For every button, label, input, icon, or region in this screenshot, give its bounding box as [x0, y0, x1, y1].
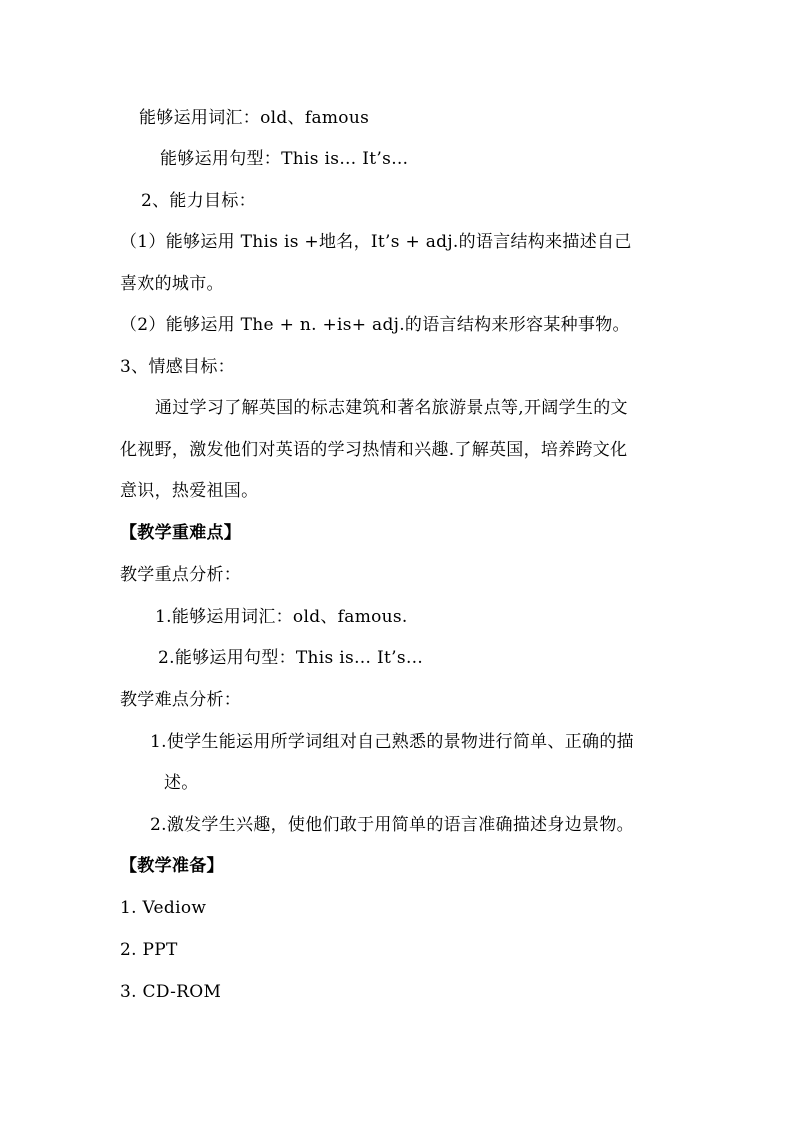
ability-item1-line2: 喜欢的城市。	[120, 274, 224, 294]
focus-heading: 教学重点分析：	[120, 565, 242, 585]
difficulty-item-1-line1: 1.使学生能运用所学词组对自己熟悉的景物进行简单、正确的描	[150, 732, 634, 752]
ability-item1-line1: （1）能够运用 This is +地名，It’s + adj.的语言结构来描述自己	[120, 232, 632, 252]
key-points-heading: 【教学重难点】	[120, 523, 242, 543]
ability-goals-heading: 2、能力目标：	[141, 191, 256, 211]
focus-item-2: 2.能够运用句型：This is… It’s…	[158, 648, 424, 668]
difficulty-heading: 教学难点分析：	[120, 690, 242, 710]
difficulty-item-2: 2.激发学生兴趣，使他们敢于用简单的语言准确描述身边景物。	[150, 815, 634, 835]
preparation-item-3: 3. CD-ROM	[120, 982, 222, 1002]
ability-item2: （2）能够运用 The + n. +is+ adj.的语言结构来形容某种事物。	[120, 315, 630, 335]
preparation-heading: 【教学准备】	[120, 856, 224, 876]
preparation-item-2: 2. PPT	[120, 940, 178, 960]
knowledge-sentence-line: 能够运用句型：This is… It’s…	[160, 149, 409, 169]
focus-item-1: 1.能够运用词汇：old、famous.	[155, 607, 408, 627]
emotion-line1: 通过学习了解英国的标志建筑和著名旅游景点等,开阔学生的文	[155, 398, 628, 418]
emotion-goals-heading: 3、情感目标：	[120, 357, 235, 377]
difficulty-item-1-line2: 述。	[164, 773, 199, 793]
emotion-line3: 意识，热爱祖国。	[120, 481, 259, 501]
emotion-line2: 化视野，激发他们对英语的学习热情和兴趣.了解英国，培养跨文化	[120, 440, 628, 460]
preparation-item-1: 1. Vediow	[120, 898, 207, 918]
knowledge-vocab-line: 能够运用词汇：old、famous	[139, 108, 370, 128]
